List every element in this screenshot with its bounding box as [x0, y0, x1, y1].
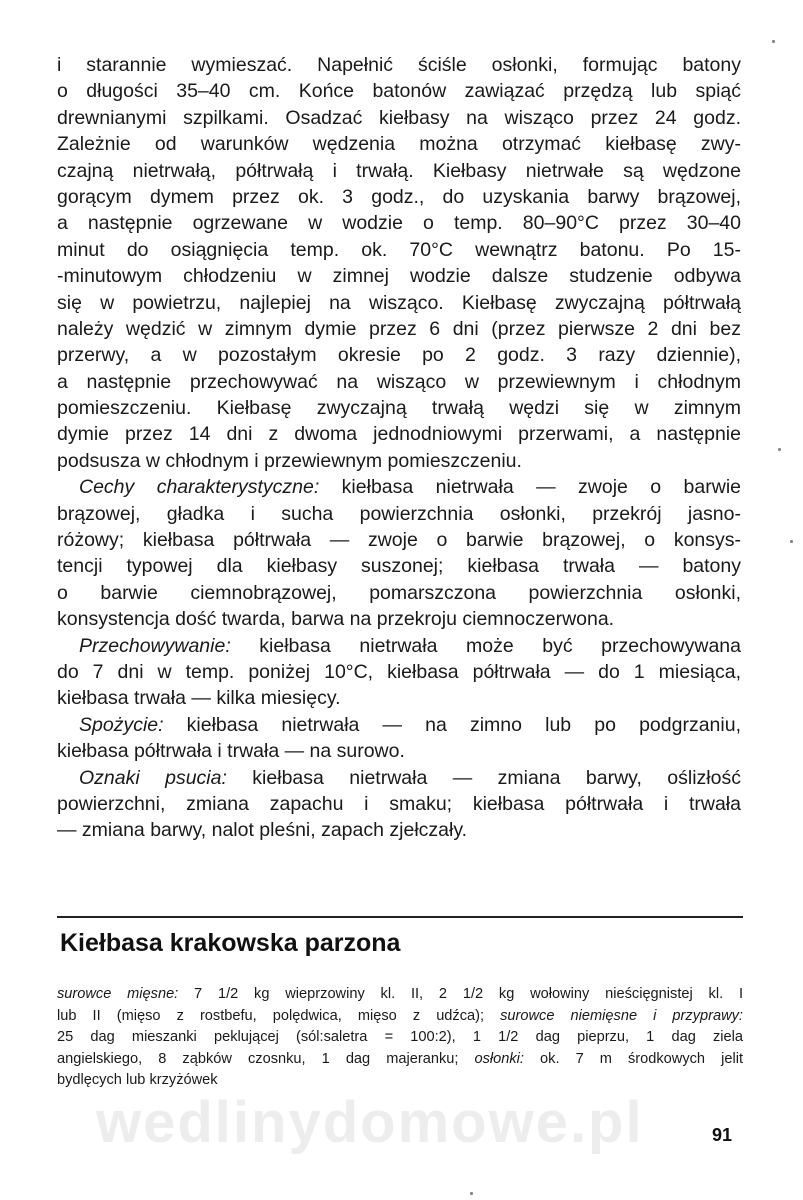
- watermark: wedlinydomowe.pl: [96, 1090, 644, 1155]
- text-line: [57, 817, 741, 843]
- text-line: [57, 791, 741, 817]
- paragraph-lead: Spożycie:: [79, 713, 164, 736]
- text-line: [57, 553, 741, 579]
- recipe-line: [57, 1027, 743, 1049]
- text-line: [57, 474, 741, 500]
- text-line: [57, 369, 741, 395]
- line-text: kiełbasa nietrwała może być przechowywana: [230, 634, 741, 657]
- paragraph-lead: Oznaki psucia:: [79, 766, 227, 789]
- recipe-text: 25 dag mieszanki peklującej (sól:saletra = 100:2), 1 1/2 dag pieprzu, 1 dag ziela: [57, 1029, 743, 1045]
- line-text: o długości 35–40 cm. Końce batonów zawiązać przędzą lub spiąć: [57, 80, 741, 103]
- scan-speck: [772, 40, 775, 43]
- recipe-label: surowce mięsne:: [57, 986, 179, 1002]
- line-text: konsystencja dość twarda, barwa na przekroju ciemnoczerwona.: [57, 608, 615, 631]
- text-line: [57, 210, 741, 236]
- text-line: [57, 765, 741, 791]
- paragraph-lead: Przechowywanie:: [79, 634, 231, 657]
- page-number: 91: [712, 1125, 733, 1145]
- recipe-line: [57, 1006, 743, 1028]
- line-text: a następnie przechowywać na wisząco w przewiewnym i chłodnym: [57, 370, 741, 393]
- line-text: pomieszczeniu. Kiełbasę zwyczajną trwałą wędzi się w zimnym: [57, 397, 741, 420]
- line-text: gorącym dymem przez ok. 3 godz., do uzyskania barwy brązowej,: [57, 185, 741, 208]
- line-text: brązowej, gładka i sucha powierzchnia osłonki, przekrój jasno-: [57, 502, 741, 525]
- text-line: [57, 395, 741, 421]
- line-text: — zmiana barwy, nalot pleśni, zapach zjełczały.: [57, 819, 468, 842]
- text-line: [57, 263, 741, 289]
- section-title: Kiełbasa krakowska parzona: [60, 929, 401, 957]
- line-text: kiełbasa nietrwała — zwoje o barwie: [319, 476, 741, 499]
- line-text: czajną nietrwałą, półtrwałą i trwałą. Kiełbasy nietrwałe są wędzone: [57, 159, 741, 182]
- line-text: minut do osiągnięcia temp. ok. 70°C wewnątrz batonu. Po 15-: [57, 238, 741, 261]
- recipe-text: angielskiego, 8 ząbków czosnku, 1 dag majeranku;: [57, 1050, 475, 1067]
- text-line: [57, 421, 741, 447]
- line-text: kiełbasa nietrwała — zmiana barwy, oślizłość: [226, 766, 741, 789]
- recipe-text: bydlęcych lub krzyżówek: [57, 1072, 218, 1088]
- line-text: przerwy, a w pozostałym okresie po 2 godz. 3 razy dziennie),: [57, 344, 741, 367]
- recipe-ingredients: [57, 984, 743, 1092]
- line-text: różowy; kiełbasa półtrwała — zwoje o barwie brązowej, o konsys-: [57, 529, 741, 552]
- text-line: [57, 78, 741, 104]
- recipe-label: surowce niemięsne i przyprawy:: [500, 1007, 743, 1024]
- recipe-text: lub II (mięso z rostbefu, polędwica, mięso z udźca);: [57, 1007, 501, 1024]
- text-line: [57, 738, 741, 764]
- text-line: [57, 448, 741, 474]
- recipe-line: [57, 984, 743, 1006]
- line-text: Zależnie od warunków wędzenia można otrzymać kiełbasę zwy-: [57, 133, 741, 156]
- text-line: [57, 158, 741, 184]
- recipe-text: ok. 7 m środkowych jelit: [523, 1050, 744, 1067]
- recipe-line: [57, 1049, 743, 1071]
- text-line: [57, 659, 741, 685]
- line-text: podsusza w chłodnym i przewiewnym pomieszczeniu.: [57, 449, 522, 472]
- text-line: [57, 685, 741, 711]
- line-text: i starannie wymieszać. Napełnić ściśle osłonki, formując batony: [57, 54, 741, 76]
- line-text: o barwie ciemnobrązowej, pomarszczona powierzchnia osłonki,: [57, 581, 741, 604]
- text-line: [57, 501, 741, 527]
- text-line: [57, 342, 741, 368]
- text-line: [57, 606, 741, 632]
- paragraph-lead: Cechy charakterystyczne:: [79, 476, 320, 499]
- main-text-block: [57, 52, 741, 844]
- line-text: drewnianymi szpilkami. Osadzać kiełbasy na wisząco przez 24 godz.: [57, 106, 741, 129]
- line-text: kiełbasa trwała — kilka miesięcy.: [57, 687, 341, 710]
- line-text: powierzchni, zmiana zapachu i smaku; kiełbasa półtrwała i trwała: [57, 792, 741, 815]
- text-line: [57, 184, 741, 210]
- text-line: [57, 131, 741, 157]
- text-line: [57, 580, 741, 606]
- line-text: kiełbasa półtrwała i trwała — na surowo.: [57, 740, 405, 763]
- line-text: a następnie ogrzewane w wodzie o temp. 80–90°C przez 30–40: [57, 212, 741, 235]
- line-text: się w powietrzu, najlepiej na wisząco. Kiełbasę zwyczajną półtrwałą: [57, 291, 741, 314]
- scan-speck: [470, 1192, 473, 1195]
- section-divider: [57, 916, 743, 918]
- line-text: tencji typowej dla kiełbasy suszonej; kiełbasa trwała — batony: [57, 555, 741, 578]
- recipe-label: osłonki:: [474, 1050, 524, 1067]
- line-text: dymie przez 14 dni z dwoma jednodniowymi przerwami, a następnie: [57, 423, 741, 446]
- scan-speck: [790, 540, 793, 543]
- text-line: [57, 316, 741, 342]
- recipe-line: [57, 1070, 743, 1092]
- text-line: [57, 633, 741, 659]
- scan-speck: [778, 448, 781, 451]
- text-line: [57, 52, 741, 78]
- text-line: [57, 712, 741, 738]
- line-text: należy wędzić w zimnym dymie przez 6 dni (przez pierwsze 2 dni bez: [57, 317, 741, 340]
- text-line: [57, 527, 741, 553]
- text-line: [57, 105, 741, 131]
- recipe-text: 7 1/2 kg wieprzowiny kl. II, 2 1/2 kg wołowiny nieścięgnistej kl. I: [178, 986, 743, 1002]
- line-text: do 7 dni w temp. poniżej 10°C, kiełbasa półtrwała — do 1 miesiąca,: [57, 660, 741, 683]
- line-text: kiełbasa nietrwała — na zimno lub po podgrzaniu,: [163, 713, 741, 736]
- text-line: [57, 290, 741, 316]
- text-line: [57, 237, 741, 263]
- line-text: -minutowym chłodzeniu w zimnej wodzie dalsze studzenie odbywa: [57, 265, 741, 288]
